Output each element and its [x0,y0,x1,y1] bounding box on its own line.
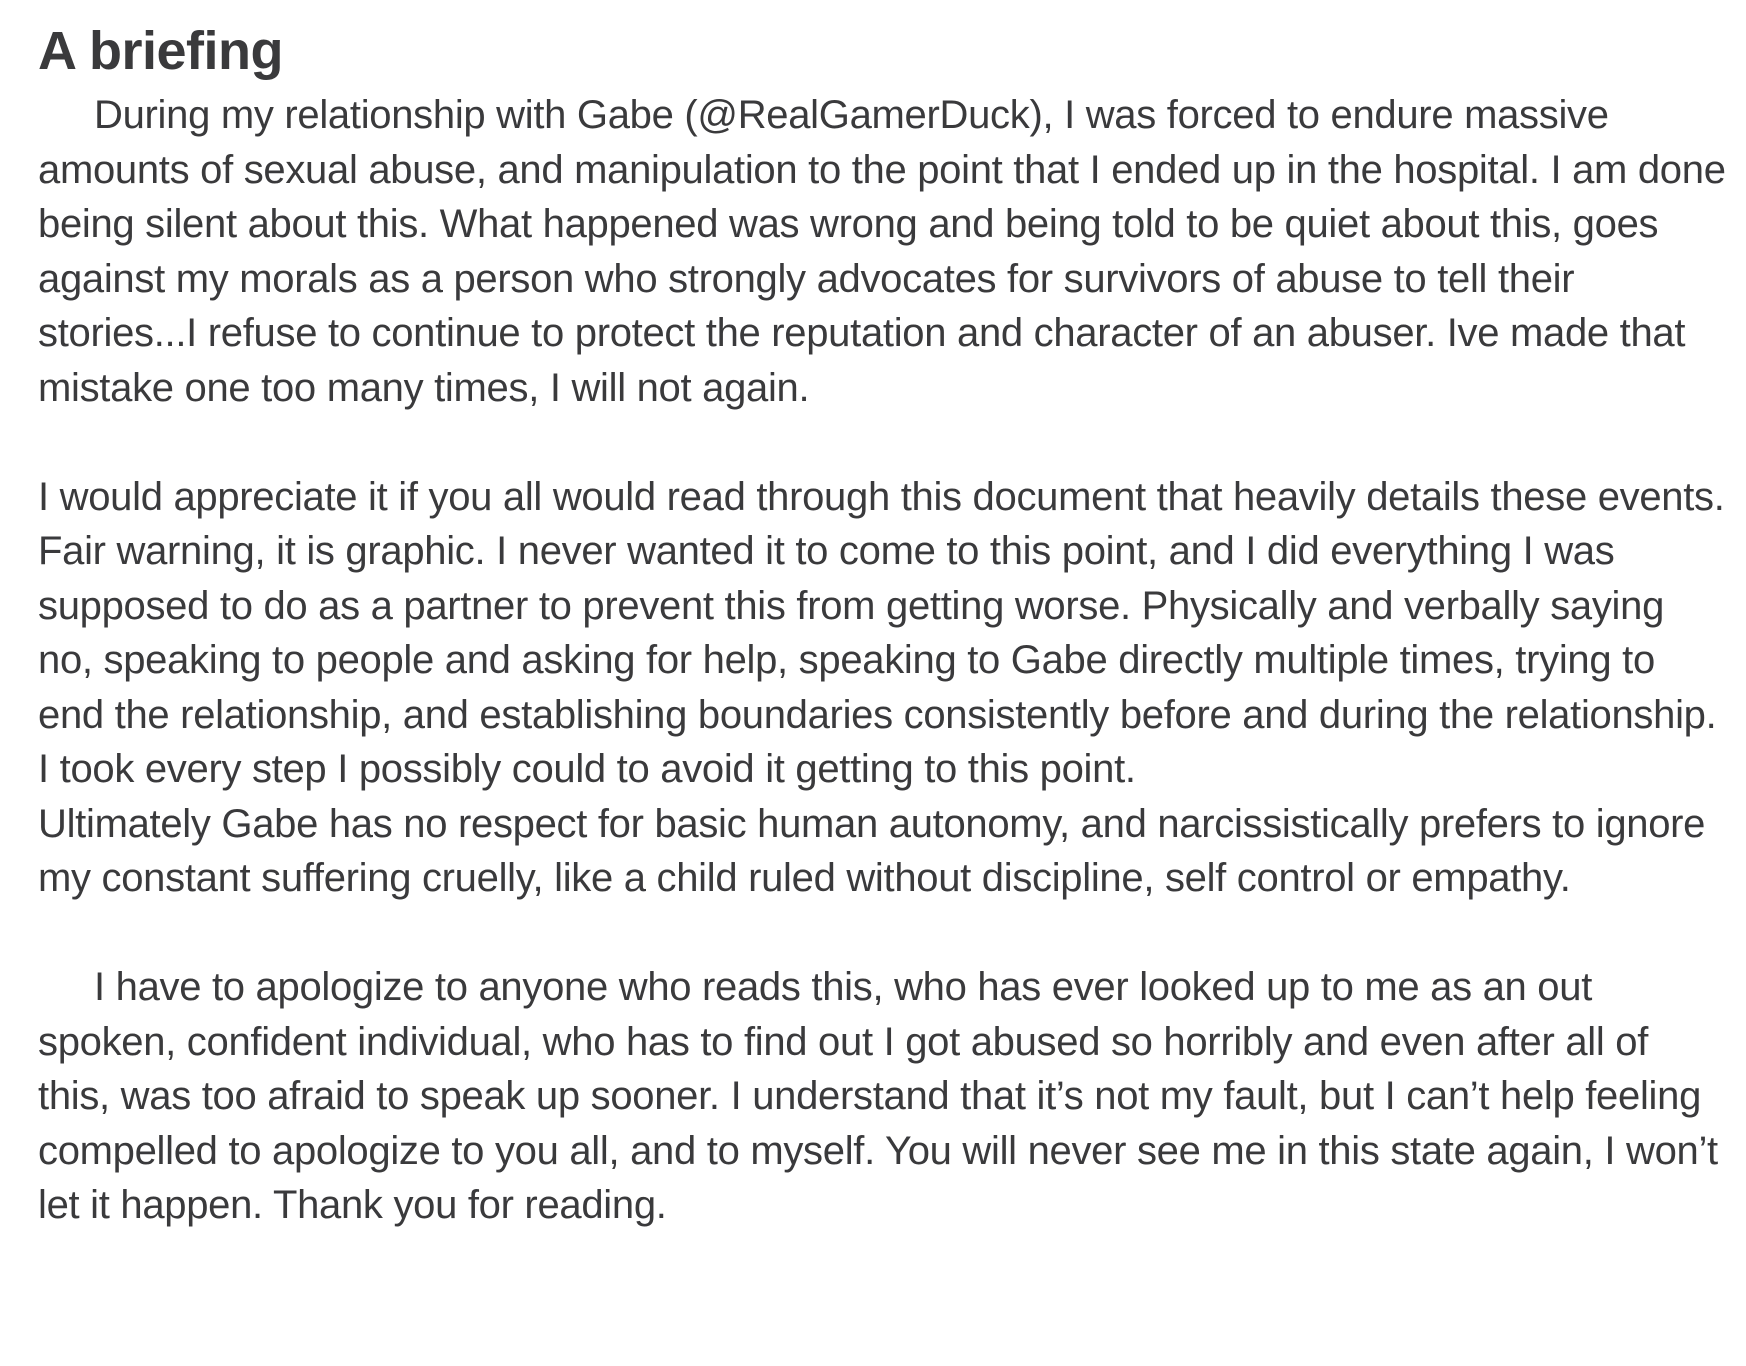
paragraph-apology: I have to apologize to anyone who reads this, who has ever looked up to me as an out spoken, confident individual, who has to find out I got abused so horribly and even after all of this, was too afraid to speak up sooner. I understand that it’s not my fault, but I can’t help feeling compelled to apologize to you all, and to myself. You will never see me in this state again, I won’t let it happen. Thank you for reading. [38,965,1718,1227]
document-body [38,14,1728,1233]
paragraph-document-request: I would appreciate it if you all would read through this document that heavily details these events. Fair warning, it is graphic. I never wanted it to come to this point, and I did everything I was supposed to do as a partner to prevent this from getting worse. Physically and verbally saying no, speaking to people and asking for help, speaking to Gabe directly multiple times, trying to end the relationship, and establishing boundaries consistently before and during the relationship. I took every step I possibly could to avoid it getting to this point. [38,474,1725,791]
paragraph-spacer [38,415,1728,470]
paragraph-conclusion: Ultimately Gabe has no respect for basic human autonomy, and narcissistically prefers to ignore my constant suffering cruelly, like a child ruled without discipline, self control or empathy. [38,801,1706,900]
paragraph-spacer [38,906,1728,961]
document-title: A briefing [38,21,283,81]
paragraph-intro: During my relationship with Gabe (@RealGamerDuck), I was forced to endure massive amounts of sexual abuse, and manipulation to the point that I ended up in the hospital. I am done being silent about this. What happened was wrong and being told to be quiet about this, goes against my morals as a person who strongly advocates for survivors of abuse to tell their stories...I refuse to continue to protect the reputation and character of an abuser. Ive made that mistake one too many times, I will not again. [38,93,1726,410]
